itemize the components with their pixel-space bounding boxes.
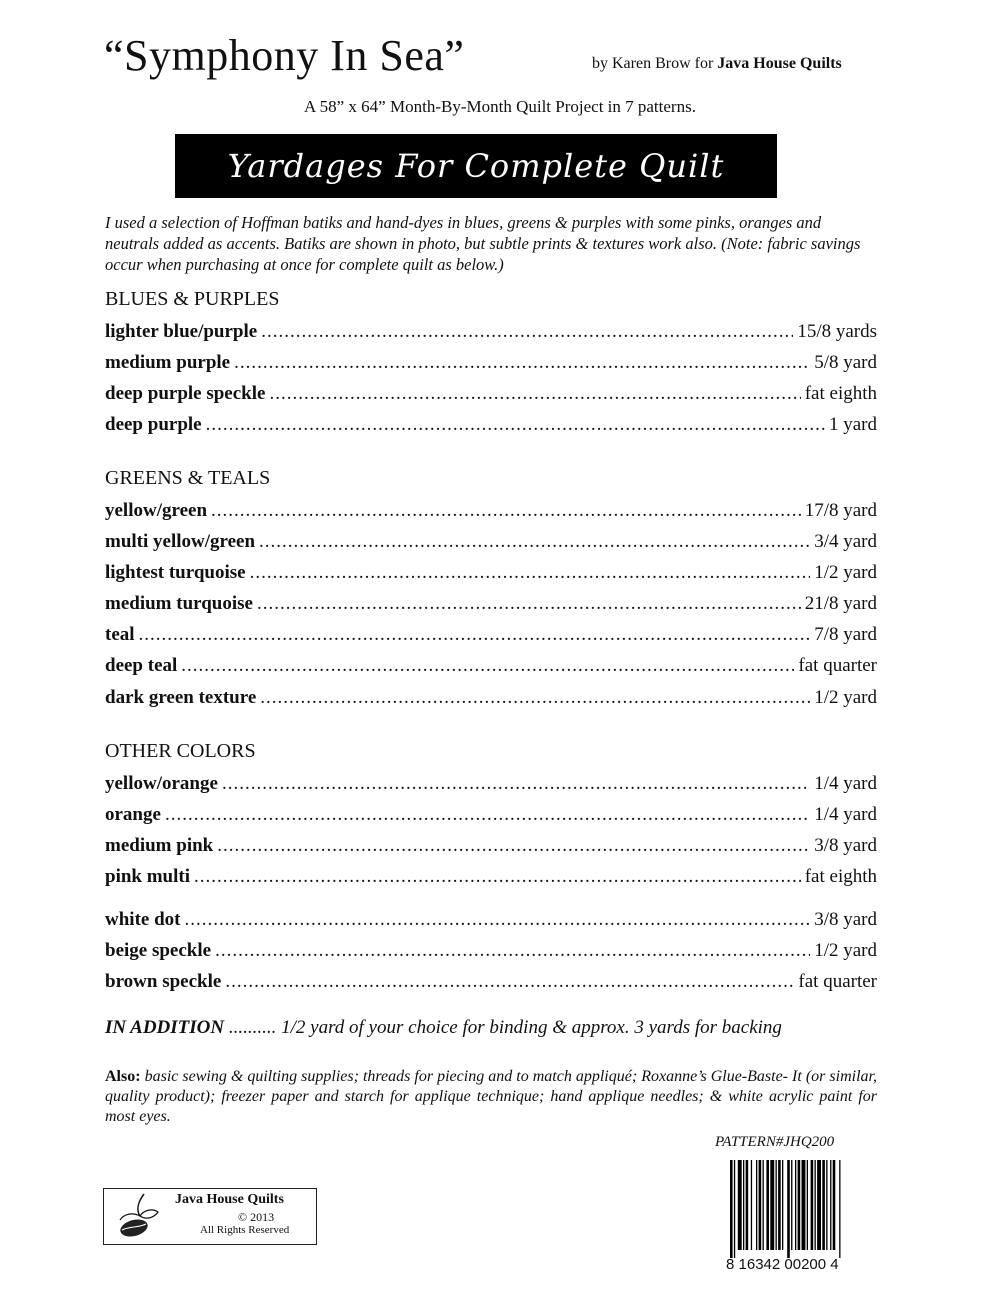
fabric-quantity: fat quarter — [798, 655, 877, 676]
fabric-quantity: 21/8 yard — [804, 593, 877, 614]
yardage-row — [105, 352, 877, 376]
barcode-bar — [830, 1160, 831, 1250]
dot-leader — [261, 321, 793, 343]
barcode-bar — [807, 1160, 808, 1250]
barcode-bar — [734, 1160, 735, 1258]
yardage-row — [105, 804, 877, 828]
also-text: basic sewing & quilting supplies; threads for piecing and to match appliqué; Roxanne’s Glue-Baste- It (or similar, quality product); freezer paper and starch for applique technique; hand applique needles; & white acrylic paint for most eyes. — [105, 1068, 877, 1125]
fabric-name: lightest turquoise — [105, 562, 246, 583]
barcode-bar — [746, 1160, 749, 1250]
fabric-name: deep purple speckle — [105, 383, 266, 404]
fabric-quantity: 17/8 yard — [804, 500, 877, 521]
yardage-row — [105, 835, 877, 859]
barcode-bar — [743, 1160, 744, 1250]
dot-leader — [222, 773, 810, 795]
dot-leader — [194, 866, 801, 888]
fabric-name: dark green texture — [105, 687, 257, 708]
barcode-bar — [778, 1160, 781, 1250]
barcode-bar — [738, 1160, 742, 1250]
fabric-name: white dot — [105, 909, 181, 930]
banner — [175, 134, 777, 198]
fabric-quantity: fat quarter — [798, 971, 877, 992]
fabric-name: yellow/green — [105, 500, 208, 521]
fabric-name: pink multi — [105, 866, 191, 887]
fabric-quantity: 1 yard — [828, 414, 877, 435]
fabric-name: orange — [105, 804, 161, 825]
fabric-quantity: 3/8 yard — [814, 909, 877, 930]
barcode-bar — [787, 1160, 790, 1258]
dot-leader — [260, 687, 810, 709]
fabric-quantity: 5/8 yard — [814, 352, 877, 373]
banner-text: Yardages For Complete Quilt — [227, 147, 725, 185]
barcode-bar — [826, 1160, 827, 1250]
dot-leader — [259, 531, 810, 553]
section-heading-other: OTHER COLORS — [105, 740, 256, 762]
in-addition-text: 1/2 yard of your choice for binding & approx. 3 yards for backing — [281, 1017, 782, 1038]
barcode-bar — [782, 1160, 783, 1250]
fabric-quantity: 7/8 yard — [814, 624, 877, 645]
barcode-bar — [798, 1160, 801, 1250]
fabric-quantity: 1/2 yard — [814, 940, 877, 961]
section-heading-greens: GREENS & TEALS — [105, 467, 271, 489]
dot-leader — [225, 971, 794, 993]
barcode-bar — [751, 1160, 752, 1250]
fabric-name: yellow/orange — [105, 773, 218, 794]
dot-leader — [217, 835, 810, 857]
barcode-bar — [815, 1160, 816, 1250]
byline — [592, 55, 842, 73]
dot-leader — [234, 352, 810, 374]
byline-company: Java House Quilts — [717, 55, 842, 72]
barcode-bar — [766, 1160, 769, 1250]
barcode-bar — [776, 1160, 777, 1250]
yardage-row — [105, 500, 877, 524]
dot-leader — [257, 593, 801, 615]
barcode-bar — [795, 1160, 796, 1250]
yardage-row — [105, 866, 877, 890]
fabric-name: deep purple — [105, 414, 202, 435]
dot-leader — [269, 383, 800, 405]
yardage-row — [105, 940, 877, 964]
dot-leader — [139, 624, 811, 646]
subtitle: A 58” x 64” Month-By-Month Quilt Project in 7 patterns. — [304, 97, 696, 116]
fabric-name: beige speckle — [105, 940, 212, 961]
barcode-bar — [817, 1160, 821, 1250]
fabric-name: medium purple — [105, 352, 231, 373]
barcode-bar — [811, 1160, 814, 1250]
fabric-quantity: 3/4 yard — [814, 531, 877, 552]
yardage-row — [105, 655, 877, 679]
dot-leader — [250, 562, 811, 584]
fabric-name: teal — [105, 624, 135, 645]
logo-copyright: © 2013 — [238, 1210, 275, 1224]
logo-rights: All Rights Reserved — [200, 1224, 290, 1236]
barcode-bar — [833, 1160, 836, 1250]
dot-leader — [184, 909, 810, 931]
pattern-number: PATTERN#JHQ200 — [715, 1134, 835, 1150]
yardage-row — [105, 562, 877, 586]
dot-leader — [165, 804, 810, 826]
yardage-row — [105, 773, 877, 797]
intro-paragraph: I used a selection of Hoffman batiks and hand-dyes in blues, greens & purples with some pinks, oranges and neutrals added as accents. Batiks are shown in photo, but subtle prints & textures work also. (Note: fabric savings occur when purchasing at once for complete quilt as below.) — [105, 213, 861, 274]
also-paragraph — [105, 1067, 877, 1127]
fabric-quantity: 1/4 yard — [814, 773, 877, 794]
in-addition-line — [105, 1017, 877, 1039]
barcode-bar — [822, 1160, 825, 1250]
fabric-quantity: 3/8 yard — [814, 835, 877, 856]
barcode-bar — [791, 1160, 792, 1250]
dot-leader — [215, 940, 810, 962]
barcode-bar — [839, 1160, 840, 1258]
fabric-name: medium turquoise — [105, 593, 253, 614]
yardage-row — [105, 971, 877, 995]
yardage-row — [105, 909, 877, 933]
in-addition-dots: .......... — [228, 1017, 277, 1038]
fabric-name: deep teal — [105, 655, 178, 676]
barcode-bar — [802, 1160, 806, 1250]
dot-leader — [181, 655, 794, 677]
byline-prefix: by Karen Brow for — [592, 55, 714, 72]
in-addition-label: IN ADDITION — [105, 1017, 225, 1038]
barcode-bar — [759, 1160, 762, 1250]
fabric-name: brown speckle — [105, 971, 222, 992]
fabric-quantity: fat eighth — [804, 866, 877, 887]
fabric-quantity: fat eighth — [804, 383, 877, 404]
fabric-quantity: 1/2 yard — [814, 562, 877, 583]
yardage-row — [105, 321, 877, 345]
yardage-row — [105, 383, 877, 407]
barcode-bar — [730, 1160, 733, 1258]
also-label: Also: — [105, 1068, 141, 1085]
yardage-row — [105, 687, 877, 711]
fabric-quantity: 1/2 yard — [814, 687, 877, 708]
barcode-digits: 8 16342 00200 4 — [726, 1256, 839, 1273]
fabric-quantity: 15/8 yards — [797, 321, 877, 342]
yardage-row — [105, 414, 877, 438]
barcode-image — [726, 1160, 876, 1258]
section-heading-blues: BLUES & PURPLES — [105, 288, 280, 310]
fabric-name: medium pink — [105, 835, 214, 856]
dot-leader — [206, 414, 825, 436]
fabric-quantity: 1/4 yard — [814, 804, 877, 825]
yardage-row — [105, 593, 877, 617]
fabric-name: multi yellow/green — [105, 531, 256, 552]
logo-company-name: Java House Quilts — [175, 1192, 284, 1207]
fabric-name: lighter blue/purple — [105, 321, 258, 342]
barcode-bar — [756, 1160, 757, 1250]
yardage-row — [105, 531, 877, 555]
yardage-row — [105, 624, 877, 648]
coffee-bean-flower-icon — [110, 1192, 172, 1242]
dot-leader — [211, 500, 801, 522]
barcode-bar — [763, 1160, 764, 1250]
barcode-bar — [770, 1160, 774, 1250]
document-title: “Symphony In Sea” — [104, 31, 465, 80]
